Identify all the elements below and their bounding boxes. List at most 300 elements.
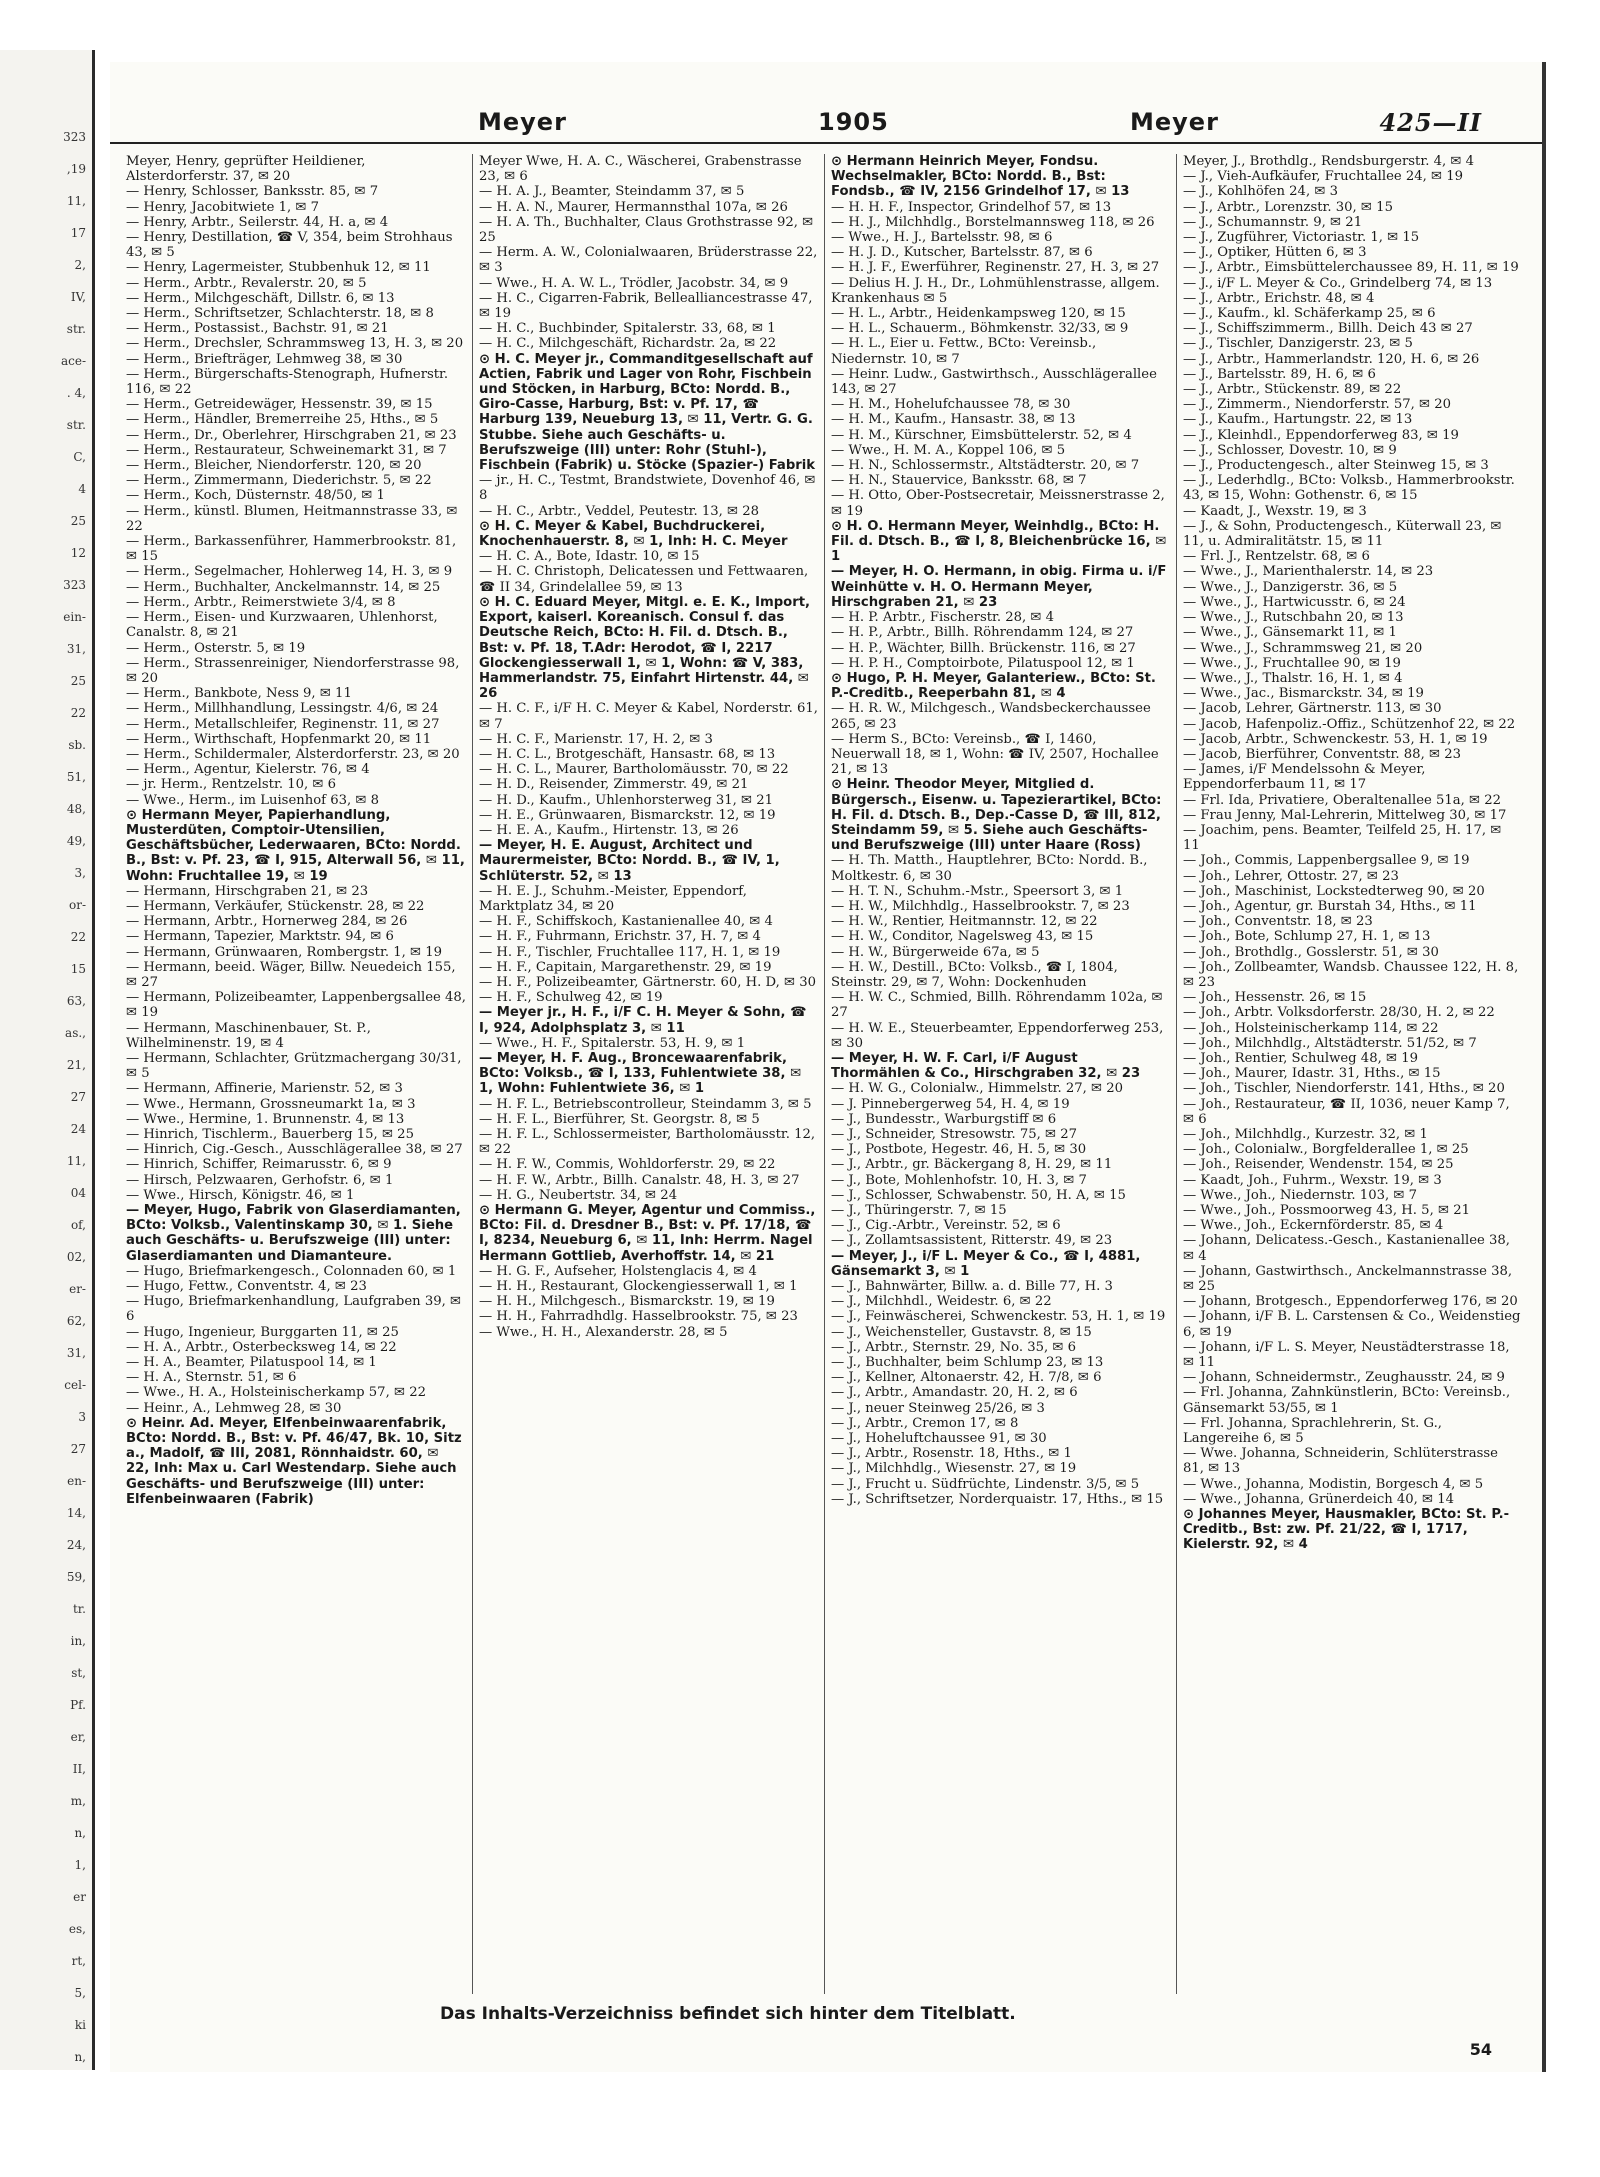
directory-entry: — H. L., Schauerm., Böhmkenstr. 32/33, ✉ 9 (831, 321, 1129, 337)
directory-entry: — H. W., Milchhdlg., Hasselbrookstr. 7, ✉ 23 (831, 898, 1130, 914)
directory-entry: — H. D., Reisender, Zimmerstr. 49, ✉ 21 (479, 777, 749, 793)
directory-entry: — Meyer jr., H. F., i/F C. H. Meyer & Sohn, ☎ I, 924, Adolphsplatz 3, ✉ 11 (479, 1005, 807, 1036)
directory-entry: — J., i/F L. Meyer & Co., Grindelberg 74, ✉ 13 (1183, 275, 1493, 291)
directory-entry: — Hermann, Verkäufer, Stückenstr. 28, ✉ 22 (126, 898, 425, 914)
directory-entry: — Herm., Schildermaler, Alsterdorferstr. 23, ✉ 20 (126, 746, 460, 762)
directory-entry: — H. F. L., Schlossermeister, Bartholomäusstr. 12, ✉ 22 (479, 1127, 816, 1158)
directory-entry: — James, i/F Mendelssohn & Meyer, Eppendorferbaum 11, ✉ 17 (1183, 762, 1426, 793)
directory-entry: — Jacob, Arbtr., Schwenckestr. 53, H. 1, ✉ 19 (1183, 731, 1488, 747)
directory-entry: — H. A. Th., Buchhalter, Claus Grothstrasse 92, ✉ 25 (479, 214, 814, 246)
directory-entry: — H. H. F., Inspector, Grindelhof 57, ✉ 13 (831, 199, 1112, 215)
directory-entry: — H. W., Destill., BCto: Volksb., ☎ I, 1804, Steinstr. 29, ✉ 7, Wohn: Dockenhuden (831, 959, 1118, 990)
margin-fragment: 31, (66, 1346, 86, 1360)
directory-entry: — Wwe., Hirsch, Königstr. 46, ✉ 1 (126, 1187, 355, 1203)
directory-entry: — Joh., Maschinist, Lockstedterweg 90, ✉ 20 (1183, 883, 1485, 899)
directory-entry: — Meyer, H. E. August, Architect und Maurermeister, BCto: Nordd. B., ☎ IV, 1, Schlüterstr. 52, ✉ 13 (479, 838, 780, 884)
directory-entry: — J., Vieh-Aufkäufer, Fruchtallee 24, ✉ 19 (1183, 169, 1464, 185)
directory-entry: — Heinr., A., Lehmweg 28, ✉ 30 (126, 1400, 342, 1416)
directory-entry: — Joh., Lehrer, Ottostr. 27, ✉ 23 (1183, 868, 1399, 884)
margin-fragment: 12 (70, 546, 86, 560)
directory-entry: — H. Otto, Ober-Postsecretair, Meissnerstrasse 2, ✉ 19 (831, 488, 1165, 519)
directory-entry: — H. W. G., Colonialw., Himmelstr. 27, ✉ 20 (831, 1081, 1124, 1097)
directory-entry: Meyer, Henry, geprüfter Heildiener, Alsterdorferstr. 37, ✉ 20 (126, 154, 366, 185)
directory-entry: — H. H., Fahrradhdlg. Hasselbrookstr. 75, ✉ 23 (479, 1309, 798, 1325)
directory-entry: — Hugo, Ingenieur, Burggarten 11, ✉ 25 (126, 1324, 399, 1340)
directory-entry: — Henry, Lagermeister, Stubbenhuk 12, ✉ 11 (126, 260, 431, 276)
directory-entry: — Hermann, Polizeibeamter, Lappenbergsallee 48, ✉ 19 (126, 990, 466, 1021)
directory-entry: — Herm., Agentur, Kielerstr. 76, ✉ 4 (126, 762, 370, 778)
directory-entry: — Joachim, pens. Beamter, Teilfeld 25, H. 17, ✉ 11 (1183, 822, 1502, 854)
directory-entry: — Herm S., BCto: Vereinsb., ☎ I, 1460, Neuerwall 18, ✉ 1, Wohn: ☎ IV, 2507, Hochallee 21, ✉ 13 (831, 731, 1159, 778)
directory-entry: — Herm., Bankbote, Ness 9, ✉ 11 (126, 686, 352, 702)
directory-entry: — Herm., künstl. Blumen, Heitmannstrasse 33, ✉ 22 (126, 503, 458, 534)
directory-entry: — H. G., Neubertstr. 34, ✉ 24 (479, 1187, 678, 1203)
margin-fragment: 24, (66, 1538, 86, 1552)
margin-fragment: 11, (66, 1154, 86, 1168)
directory-entry: — J., & Sohn, Productengesch., Küterwall 23, ✉ 11, u. Admiralitätstr. 15, ✉ 11 (1183, 518, 1502, 550)
directory-entry: — Joh., Brothdlg., Gosslerstr. 51, ✉ 30 (1183, 944, 1439, 960)
directory-entry: — H. A., Arbtr., Osterbecksweg 14, ✉ 22 (126, 1339, 397, 1355)
directory-entry: — H. C. F., Marienstr. 17, H. 2, ✉ 3 (479, 731, 713, 747)
directory-entry: — jr. Herm., Rentzelstr. 10, ✉ 6 (126, 777, 336, 793)
header-page-number: 425—II (1379, 108, 1482, 137)
directory-entry: — J., Schlosser, Dovestr. 10, ✉ 9 (1183, 442, 1397, 458)
directory-entry: — H. C. L., Brotgeschäft, Hansastr. 68, ✉ 13 (479, 746, 776, 762)
directory-entry: — Kaadt, Joh., Fuhrm., Wexstr. 19, ✉ 3 (1183, 1172, 1442, 1188)
directory-entry: — Delius H. J. H., Dr., Lohmühlenstrasse, allgem. Krankenhaus ✉ 5 (831, 275, 1160, 306)
margin-fragment: 323 (63, 578, 86, 592)
directory-entry: — jr., H. C., Testmt, Brandstwiete, Dovenhof 46, ✉ 8 (479, 473, 816, 504)
directory-entry: — Joh., Rentier, Schulweg 48, ✉ 19 (1183, 1050, 1418, 1066)
margin-fragment: ,19 (66, 162, 86, 176)
directory-entry: — J., Zollamtsassistent, Ritterstr. 49, ✉ 23 (831, 1233, 1113, 1249)
directory-entry: — Heinr. Ludw., Gastwirthsch., Ausschlägerallee 143, ✉ 27 (831, 366, 1157, 398)
directory-entry: ⊙ Hermann Meyer, Papierhandlung, Musterdüten, Comptoir-Utensilien, Geschäftsbücher, Lederwaaren, BCto: Nordd. B., Bst: v. Pf. 23, ☎ I, 915, Alterwall 56, ✉ 11, Wohn: Fruchtallee 19, ✉ 19 (126, 807, 465, 884)
margin-fragment: m, (70, 1794, 86, 1808)
directory-entry: — H. H., Milchgesch., Bismarckstr. 19, ✉ 19 (479, 1294, 775, 1310)
directory-entry: — Wwe., Joh., Eckernförderstr. 85, ✉ 4 (1183, 1218, 1444, 1234)
directory-entry: — Herm., Schriftsetzer, Schlachterstr. 18, ✉ 8 (126, 306, 434, 322)
directory-entry: — H. E., Grünwaaren, Bismarckstr. 12, ✉ 19 (479, 807, 776, 823)
directory-entry: — H. T. N., Schuhm.-Mstr., Speersort 3, ✉ 1 (831, 883, 1124, 899)
margin-fragment: IV, (70, 290, 86, 304)
directory-entry: — Herm., Wirthschaft, Hopfenmarkt 20, ✉ 11 (126, 731, 432, 747)
header-year: 1905 (818, 108, 889, 136)
directory-entry: — H. C., Cigarren-Fabrik, Bellealliancestrasse 47, ✉ 19 (479, 290, 813, 322)
directory-entry: — J., Arbtr., Erichstr. 48, ✉ 4 (1183, 290, 1375, 306)
directory-entry: — Meyer, H. W. F. Carl, i/F August Thormählen & Co., Hirschgraben 32, ✉ 23 (831, 1050, 1141, 1082)
directory-entry: — H. Th. Matth., Hauptlehrer, BCto: Nordd. B., Moltkestr. 6, ✉ 30 (831, 853, 1148, 884)
directory-entry: — Wwe., H. A., Holsteinischerkamp 57, ✉ 22 (126, 1385, 426, 1401)
directory-entry: — Herm., Koch, Düsternstr. 48/50, ✉ 1 (126, 488, 385, 504)
directory-entry: — H. A. J., Beamter, Steindamm 37, ✉ 5 (479, 184, 745, 200)
directory-entry: — J., Arbtr., Cremon 17, ✉ 8 (831, 1415, 1019, 1431)
directory-entry: — Wwe., J., Thalstr. 16, H. 1, ✉ 4 (1183, 670, 1403, 686)
margin-fragment: cel- (64, 1378, 86, 1392)
margin-fragment: 4 (78, 482, 86, 496)
margin-fragment: ace- (60, 354, 86, 368)
directory-entry: — Herm., Dr., Oberlehrer, Hirschgraben 21, ✉ 23 (126, 427, 457, 443)
column-3 (824, 154, 1176, 1994)
directory-entry: — H. E. A., Kaufm., Hirtenstr. 13, ✉ 26 (479, 822, 739, 838)
directory-entry: — Wwe., J., Rutschbahn 20, ✉ 13 (1183, 610, 1404, 626)
directory-entry: — Johann, Brotgesch., Eppendorferweg 176, ✉ 20 (1183, 1294, 1518, 1310)
directory-entry: — J., Bote, Mohlenhofstr. 10, H. 3, ✉ 7 (831, 1172, 1087, 1188)
directory-entry: — J., Postbote, Hegestr. 46, H. 5, ✉ 30 (831, 1142, 1087, 1158)
directory-entry: ⊙ Hugo, P. H. Meyer, Galanteriew., BCto: St. P.-Creditb., Reeperbahn 81, ✉ 4 (831, 670, 1156, 702)
directory-entry: — J., Arbtr., Amandastr. 20, H. 2, ✉ 6 (831, 1385, 1078, 1401)
directory-entry: — H. N., Stauervice, Banksstr. 68, ✉ 7 (831, 473, 1087, 489)
margin-fragment: 15 (70, 962, 86, 976)
directory-entry: ⊙ H. O. Hermann Meyer, Weinhdlg., BCto: H. Fil. d. Dtsch. B., ☎ I, 8, Bleichenbrücke 16, ✉ 1 (831, 518, 1167, 565)
directory-entry: — H. P., Arbtr., Billh. Röhrendamm 124, ✉ 27 (831, 625, 1134, 641)
margin-fragment: C, (73, 450, 86, 464)
directory-entry: — J. Pinnebergerweg 54, H. 4, ✉ 19 (831, 1096, 1070, 1112)
footer-note: Das Inhalts-Verzeichniss befindet sich hinter dem Titelblatt. (440, 2004, 1016, 2024)
directory-entry: ⊙ Heinr. Theodor Meyer, Mitglied d. Bürgersch., Eisenw. u. Tapezierartikel, BCto: H. Fil. d. Dtsch. B., Dep.-Casse D, ☎ III, 812, Steindamm 59, ✉ 5. Siehe auch Geschäfts- und Berufszweige (III) unter Haare (Ross) (831, 777, 1162, 854)
directory-entry: — Wwe., Johanna, Modistin, Borgesch 4, ✉ 5 (1183, 1476, 1484, 1492)
directory-entry: — Frau Jenny, Mal-Lehrerin, Mittelweg 30, ✉ 17 (1183, 807, 1507, 823)
directory-entry: — J., Optiker, Hütten 6, ✉ 3 (1183, 245, 1367, 261)
directory-entry: — Wwe. Johanna, Schneiderin, Schlüterstrasse 81, ✉ 13 (1183, 1446, 1498, 1477)
directory-entry: — Johann, i/F L. S. Meyer, Neustädterstrasse 18, ✉ 11 (1183, 1339, 1510, 1371)
margin-fragment: st, (71, 1666, 86, 1680)
directory-entry: — Joh., Milchhdlg., Altstädterstr. 51/52, ✉ 7 (1183, 1035, 1477, 1051)
directory-entry: — H. E. J., Schuhm.-Meister, Eppendorf, Marktplatz 34, ✉ 20 (479, 883, 747, 914)
directory-entry: — Joh., Restaurateur, ☎ II, 1036, neuer Kamp 7, ✉ 6 (1183, 1096, 1510, 1127)
directory-entry: — Wwe., Johanna, Grünerdeich 40, ✉ 14 (1183, 1491, 1455, 1507)
directory-entry: ⊙ Johannes Meyer, Hausmakler, BCto: St. P.-Creditb., Bst: zw. Pf. 21/22, ☎ I, 1717, Kielerstr. 92, ✉ 4 (1183, 1507, 1510, 1553)
directory-entry: — H. D., Kaufm., Uhlenhorsterweg 31, ✉ 21 (479, 792, 774, 808)
directory-entry: — Hermann, Maschinenbauer, St. P., Wilhelminenstr. 19, ✉ 4 (126, 1020, 371, 1051)
margin-fragment: 3, (74, 866, 86, 880)
directory-entry: — J., Buchhalter, beim Schlump 23, ✉ 13 (831, 1355, 1104, 1371)
directory-entry: — H. W., Rentier, Heitmannstr. 12, ✉ 22 (831, 914, 1098, 930)
margin-fragment: or- (68, 898, 86, 912)
column-1 (120, 154, 472, 1994)
directory-entry: — Hermann, Grünwaaren, Rombergstr. 1, ✉ 19 (126, 944, 443, 960)
directory-entry: — J., neuer Steinweg 25/26, ✉ 3 (831, 1400, 1045, 1416)
margin-fragment: in, (70, 1634, 86, 1648)
directory-entry: — J., Arbtr., Lorenzstr. 30, ✉ 15 (1183, 199, 1393, 215)
directory-entry: — H. W. E., Steuerbeamter, Eppendorferweg 253, ✉ 30 (831, 1020, 1164, 1051)
margin-fragment: 27 (70, 1442, 86, 1456)
directory-entry: — J., Arbtr., gr. Bäckergang 8, H. 29, ✉ 11 (831, 1157, 1113, 1173)
directory-entry: — H. N., Schlossermstr., Altstädterstr. 20, ✉ 7 (831, 458, 1140, 474)
directory-entry: — Henry, Destillation, ☎ V, 354, beim Strohhaus 43, ✉ 5 (126, 230, 453, 261)
margin-fragment: 02, (66, 1250, 86, 1264)
directory-entry: — Herm., Drechsler, Schrammsweg 13, H. 3, ✉ 20 (126, 336, 464, 352)
directory-entry: — Johann, Schneidermstr., Zeughausstr. 24, ✉ 9 (1183, 1370, 1505, 1386)
directory-entry: — Jacob, Bierführer, Conventstr. 88, ✉ 23 (1183, 746, 1461, 762)
directory-entry: — Wwe., Hermann, Grossneumarkt 1a, ✉ 3 (126, 1096, 416, 1112)
directory-entry: — Wwe., J., Danzigerstr. 36, ✉ 5 (1183, 579, 1398, 595)
directory-entry: — Herm., Postassist., Bachstr. 91, ✉ 21 (126, 321, 389, 337)
directory-entry: ⊙ Heinr. Ad. Meyer, Elfenbeinwaarenfabrik, BCto: Nordd. B., Bst: v. Pf. 46/47, Bk. 10, Sitz a., Madolf, ☎ III, 2081, Rönnhaidstr. 60, ✉ 22, Inh: Max u. Carl Westendarp. Siehe auch Geschäfts- und Berufszweige (III) unter: Elfenbeinwaaren (Fabrik) (126, 1415, 462, 1507)
directory-entry: — H. R. W., Milchgesch., Wandsbeckerchaussee 265, ✉ 23 (831, 701, 1151, 732)
margin-fragment: 04 (70, 1186, 86, 1200)
directory-entry: — Jacob, Lehrer, Gärtnerstr. 113, ✉ 30 (1183, 701, 1442, 717)
directory-entry: — Wwe., J., Gänsemarkt 11, ✉ 1 (1183, 625, 1397, 641)
directory-entry: — Hermann, Tapezier, Marktstr. 94, ✉ 6 (126, 929, 394, 945)
directory-entry: — H. J. F., Ewerführer, Reginenstr. 27, H. 3, ✉ 27 (831, 260, 1160, 276)
directory-entry: — H. A., Sternstr. 51, ✉ 6 (126, 1370, 297, 1386)
directory-entry: — Wwe., Jac., Bismarckstr. 34, ✉ 19 (1183, 686, 1424, 702)
directory-entry: — J., Kellner, Altonaerstr. 42, H. 7/8, ✉ 6 (831, 1370, 1102, 1386)
directory-entry: ⊙ H. C. Meyer jr., Commanditgesellschaft auf Actien, Fabrik und Lager von Rohr, Fischbein und Stöcken, in Harburg, BCto: Nordd. B., Giro-Casse, Harburg, Bst: v. Pf. 17, ☎ Harburg 139, Neueburg 13, ✉ 11, Vertr. G. G. Stubbe. Siehe auch Geschäfts- u. Berufszweige (III) unter: Rohr (Stuhl-), Fischbein (Fabrik) u. Stöcke (Spazier-) Fabrik (479, 351, 816, 474)
directory-entry: — Meyer, J., i/F L. Meyer & Co., ☎ I, 4881, Gänsemarkt 3, ✉ 1 (831, 1248, 1141, 1279)
directory-entry: — Joh., Zollbeamter, Wandsb. Chaussee 122, H. 8, ✉ 23 (1183, 959, 1519, 990)
directory-entry: — Herm., Segelmacher, Hohlerweg 14, H. 3, ✉ 9 (126, 564, 453, 580)
margin-fragment: 49, (66, 834, 86, 848)
directory-entry: ⊙ H. C. Eduard Meyer, Mitgl. e. E. K., Import, Export, kaiserl. Koreanisch. Consul f. das Deutsche Reich, BCto: H. Fil. d. Dtsch. B., Bst: v. Pf. 18, T.Adr: Herodot, ☎ I, 2217 Glockengiesserwall 1, ✉ 1, Wohn: ☎ V, 383, Hammerlandstr. 75, Einfahrt Hirtenstr. 44, ✉ 26 (479, 594, 811, 702)
directory-entry: — J., Arbtr., Stückenstr. 89, ✉ 22 (1183, 382, 1402, 398)
margin-fragment: 25 (70, 514, 86, 528)
margin-fragment: 17 (70, 226, 86, 240)
directory-entry: — J., Zugführer, Victoriastr. 1, ✉ 15 (1183, 230, 1420, 246)
margin-fragment: er, (70, 1730, 86, 1744)
directory-entry: — H. M., Hohelufchaussee 78, ✉ 30 (831, 397, 1071, 413)
margin-fragment: 5, (74, 1986, 86, 2000)
directory-entry: — Herm., Zimmermann, Diederichstr. 5, ✉ 22 (126, 473, 432, 489)
directory-entry: — Joh., Holsteinischerkamp 114, ✉ 22 (1183, 1020, 1439, 1036)
directory-entry: — H. F. W., Arbtr., Billh. Canalstr. 48, H. 3, ✉ 27 (479, 1172, 800, 1188)
directory-entry: — J., Kaufm., kl. Schäferkamp 25, ✉ 6 (1183, 306, 1436, 322)
directory-entry: Meyer Wwe, H. A. C., Wäscherei, Grabenstrasse 23, ✉ 6 (479, 154, 802, 185)
directory-entry: — Wwe., H. H., Alexanderstr. 28, ✉ 5 (479, 1324, 728, 1340)
column-4 (1176, 154, 1528, 1994)
margin-fragment: 11, (66, 194, 86, 208)
directory-entry: — Wwe., H. J., Bartelsstr. 98, ✉ 6 (831, 230, 1053, 246)
directory-entry: — H. G. F., Aufseher, Holstenglacis 4, ✉ 4 (479, 1263, 757, 1279)
directory-entry: — Meyer, H. O. Hermann, in obig. Firma u. i/F Weinhütte v. H. O. Hermann Meyer, Hirschgraben 21, ✉ 23 (831, 564, 1167, 610)
directory-entry: — Joh., Hessenstr. 26, ✉ 15 (1183, 990, 1367, 1006)
directory-entry: — J., Milchhdl., Weidestr. 6, ✉ 22 (831, 1294, 1052, 1310)
margin-fragment: sb. (68, 738, 86, 752)
directory-entry: — Joh., Conventstr. 18, ✉ 23 (1183, 914, 1373, 930)
margin-fragment: en- (67, 1474, 86, 1488)
directory-entry: — H. F., Polizeibeamter, Gärtnerstr. 60, H. D, ✉ 30 (479, 974, 817, 990)
margin-fragment: es, (68, 1922, 86, 1936)
directory-entry: — H. F., Capitain, Margarethenstr. 29, ✉ 19 (479, 959, 772, 975)
directory-entry: — J., Bartelsstr. 89, H. 6, ✉ 6 (1183, 366, 1376, 382)
directory-entry: — H. C. Christoph, Delicatessen und Fettwaaren, ☎ II 34, Grindelallee 59, ✉ 13 (479, 564, 809, 595)
directory-entry: — J., Schiffszimmerm., Billh. Deich 43 ✉ 27 (1183, 321, 1473, 337)
directory-entry: — Joh., Agentur, gr. Burstah 34, Hths., ✉ 11 (1183, 898, 1477, 914)
directory-entry: — J., Hoheluftchaussee 91, ✉ 30 (831, 1431, 1047, 1447)
directory-entry: — J., Schriftsetzer, Norderquaistr. 17, Hths., ✉ 15 (831, 1491, 1164, 1507)
directory-entry: — Joh., Bote, Schlump 27, H. 1, ✉ 13 (1183, 929, 1431, 945)
margin-fragment: 22 (70, 706, 86, 720)
directory-entry: ⊙ H. C. Meyer & Kabel, Buchdruckerei, Knochenhauerstr. 8, ✉ 1, Inh: H. C. Meyer (479, 518, 788, 550)
margin-fragment: 31, (66, 642, 86, 656)
directory-entry: — Hinrich, Schiffer, Reimarusstr. 6, ✉ 9 (126, 1157, 392, 1173)
margin-fragment: 25 (70, 674, 86, 688)
directory-entry: — Hermann, beeid. Wäger, Billw. Neuedeich 155, ✉ 27 (126, 959, 456, 990)
margin-fragment: 59, (66, 1570, 86, 1584)
directory-entry: — Herm., Strassenreiniger, Niendorferstrasse 98, ✉ 20 (126, 655, 460, 686)
margin-fragment: str. (66, 322, 86, 336)
directory-entry: — Herm., Milchgeschäft, Dillstr. 6, ✉ 13 (126, 290, 395, 306)
directory-entry: — J., Bundesstr., Warburgstiff ✉ 6 (831, 1111, 1057, 1127)
directory-entry: — H. C. L., Maurer, Bartholomäusstr. 70, ✉ 22 (479, 762, 789, 778)
margin-fragment: 2, (74, 258, 86, 272)
directory-entry: — H. C., Buchbinder, Spitalerstr. 33, 68, ✉ 1 (479, 321, 776, 337)
directory-entry: — Hermann, Schlachter, Grützmachergang 30/31, ✉ 5 (126, 1050, 462, 1082)
directory-entry: — H. F., Fuhrmann, Erichstr. 37, H. 7, ✉ 4 (479, 929, 761, 945)
directory-entry: — Frl. Ida, Privatiere, Oberaltenallee 51a, ✉ 22 (1183, 792, 1502, 808)
directory-entry: — Herm., Briefträger, Lehmweg 38, ✉ 30 (126, 351, 403, 367)
directory-entry: — H. F. L., Bierführer, St. Georgstr. 8, ✉ 5 (479, 1111, 760, 1127)
column-2 (472, 154, 824, 1994)
directory-entry: — Henry, Jacobitwiete 1, ✉ 7 (126, 199, 320, 215)
directory-entry: — J., Arbtr., Sternstr. 29, No. 35, ✉ 6 (831, 1339, 1077, 1355)
directory-entry: — J., Schlosser, Schwabenstr. 50, H. A, ✉ 15 (831, 1187, 1126, 1203)
directory-entry: — H. C., Arbtr., Veddel, Peutestr. 13, ✉ 28 (479, 503, 760, 519)
directory-entry: — Herm., Eisen- und Kurzwaaren, Uhlenhorst, Canalstr. 8, ✉ 21 (126, 610, 438, 641)
directory-entry: — Joh., Milchhdlg., Kurzestr. 32, ✉ 1 (1183, 1127, 1428, 1142)
header-left-name: Meyer (478, 108, 567, 136)
directory-entry: ⊙ Hermann Heinrich Meyer, Fondsu. Wechselmakler, BCto: Nordd. B., Bst: Fondsb., ☎ IV, 2156 Grindelhof 17, ✉ 13 (831, 154, 1130, 200)
directory-entry: — Hermann, Affinerie, Marienstr. 52, ✉ 3 (126, 1081, 403, 1097)
directory-entry: — J., Bahnwärter, Billw. a. d. Bille 77, H. 3 (831, 1279, 1113, 1295)
directory-entry: — H. J., Milchhdlg., Borstelmannsweg 118, ✉ 26 (831, 214, 1155, 230)
margin-fragment: II, (72, 1762, 86, 1776)
directory-entry: — Hinrich, Cig.-Gesch., Ausschlägerallee 38, ✉ 27 (126, 1142, 463, 1158)
directory-entry: — Herm., Händler, Bremerreihe 25, Hths., ✉ 5 (126, 412, 439, 428)
directory-entry: — Herm., Bürgerschafts-Stenograph, Hufnerstr. 116, ✉ 22 (126, 366, 449, 398)
directory-entry: — J., Zimmerm., Niendorferstr. 57, ✉ 20 (1183, 397, 1452, 413)
margin-fragment: . 4, (66, 386, 86, 400)
directory-entry: — Wwe., Joh., Possmoorweg 43, H. 5, ✉ 21 (1183, 1203, 1470, 1219)
directory-entry: — H. M., Kaufm., Hansastr. 38, ✉ 13 (831, 412, 1076, 428)
header-right-name: Meyer (1130, 108, 1219, 136)
directory-entry: — J., Schneider, Stresowstr. 75, ✉ 27 (831, 1127, 1078, 1142)
directory-entry: — Herm., Bleicher, Niendorferstr. 120, ✉ 20 (126, 458, 422, 474)
directory-entry: — Frl. Johanna, Sprachlehrerin, St. G., Langereihe 6, ✉ 5 (1183, 1415, 1442, 1447)
directory-entry: — H. P. H., Comptoirbote, Pilatuspool 12, ✉ 1 (831, 655, 1135, 671)
directory-entry: — J., Tischler, Danzigerstr. 23, ✉ 5 (1183, 336, 1413, 352)
directory-entry: — H. M., Kürschner, Eimsbüttelerstr. 52, ✉ 4 (831, 427, 1132, 443)
directory-entry: — Wwe., Hermine, 1. Brunnenstr. 4, ✉ 13 (126, 1111, 405, 1127)
directory-entry: — Joh., Reisender, Wendenstr. 154, ✉ 25 (1183, 1157, 1454, 1173)
directory-columns (120, 154, 1530, 1994)
directory-entry: — J., Arbtr., Rosenstr. 18, Hths., ✉ 1 (831, 1446, 1072, 1462)
directory-entry: — H. F. L., Betriebscontrolleur, Steindamm 3, ✉ 5 (479, 1096, 812, 1112)
page-number: 54 (1469, 2040, 1492, 2059)
margin-fragment: str. (66, 418, 86, 432)
directory-entry: — H. F., Schiffskoch, Kastanienallee 40, ✉ 4 (479, 914, 773, 930)
directory-entry: — Joh., Commis, Lappenbergsallee 9, ✉ 19 (1183, 853, 1470, 869)
directory-entry: — J., Kaufm., Hartungstr. 22, ✉ 13 (1183, 412, 1413, 428)
directory-entry: — J., Feinwäscherei, Schwenckestr. 53, H. 1, ✉ 19 (831, 1309, 1166, 1325)
margin-fragment: 14, (66, 1506, 86, 1520)
directory-entry: — H. F., Tischler, Fruchtallee 117, H. 1, ✉ 19 (479, 944, 781, 960)
directory-entry: — J., Weichensteller, Gustavstr. 8, ✉ 15 (831, 1324, 1092, 1340)
margin-fragment: as., (65, 1026, 86, 1040)
directory-entry: — Herm., Arbtr., Revalerstr. 20, ✉ 5 (126, 275, 367, 291)
directory-entry: — J., Milchhdlg., Wiesenstr. 27, ✉ 19 (831, 1461, 1077, 1477)
directory-entry: Meyer, J., Brothdlg., Rendsburgerstr. 4, ✉ 4 (1183, 154, 1474, 169)
directory-entry: — J., Productengesch., alter Steinweg 15, ✉ 3 (1183, 458, 1489, 474)
directory-entry: — J., Arbtr., Hammerlandstr. 120, H. 6, ✉ 26 (1183, 351, 1480, 367)
margin-fragment: 21, (66, 1058, 86, 1072)
margin-fragment: Pf. (70, 1698, 86, 1712)
margin-fragment: 1, (74, 1858, 86, 1872)
directory-entry: — H. L., Eier u. Fettw., BCto: Vereinsb., Niedernstr. 10, ✉ 7 (831, 336, 1097, 367)
directory-entry: — Hirsch, Pelzwaaren, Gerhofstr. 6, ✉ 1 (126, 1172, 394, 1188)
directory-entry: — Jacob, Hafenpoliz.-Offiz., Schützenhof 22, ✉ 22 (1183, 716, 1516, 732)
directory-entry: — Herm., Barkassenführer, Hammerbrookstr. 81, ✉ 15 (126, 534, 457, 565)
margin-fragment: ein- (63, 610, 86, 624)
directory-entry: — Johann, i/F B. L. Carstensen & Co., Weidenstieg 6, ✉ 19 (1183, 1309, 1521, 1340)
margin-fragment: er (73, 1890, 86, 1904)
directory-entry: — Hinrich, Tischlerm., Bauerberg 15, ✉ 25 (126, 1127, 414, 1142)
directory-entry: — H. A. N., Maurer, Hermannsthal 107a, ✉ 26 (479, 199, 788, 215)
directory-entry: — J., Arbtr., Eimsbüttelerchaussee 89, H. 11, ✉ 19 (1183, 260, 1519, 276)
directory-entry: — J., Frucht u. Südfrüchte, Lindenstr. 3/5, ✉ 5 (831, 1476, 1140, 1492)
directory-entry: — J., Schumannstr. 9, ✉ 21 (1183, 214, 1363, 230)
directory-entry: — H. F. W., Commis, Wohldorferstr. 29, ✉ 22 (479, 1157, 776, 1173)
directory-entry: — H. C. A., Bote, Idastr. 10, ✉ 15 (479, 549, 700, 565)
directory-entry: — Meyer, Hugo, Fabrik von Glaserdiamanten, BCto: Volksb., Valentinskamp 30, ✉ 1. Siehe auch Geschäfts- u. Berufszweige (III) unter: Glaserdiamanten und Diamanteure. (126, 1203, 461, 1264)
directory-entry: — Hugo, Briefmarkengesch., Colonnaden 60, ✉ 1 (126, 1263, 457, 1279)
directory-entry: — Herm., Getreidewäger, Hessenstr. 39, ✉ 15 (126, 397, 433, 413)
margin-fragment: 62, (66, 1314, 86, 1328)
directory-entry: — H. P. Arbtr., Fischerstr. 28, ✉ 4 (831, 610, 1055, 626)
margin-fragment: 27 (70, 1090, 86, 1104)
margin-fragment: 3 (78, 1410, 86, 1424)
directory-entry: — Kaadt, J., Wexstr. 19, ✉ 3 (1183, 503, 1367, 519)
directory-entry: — Johann, Gastwirthsch., Anckelmannstrasse 38, ✉ 25 (1183, 1263, 1513, 1295)
directory-entry: — Hugo, Fettw., Conventstr. 4, ✉ 23 (126, 1279, 367, 1295)
directory-entry: — Johann, Delicatess.-Gesch., Kastanienallee 38, ✉ 4 (1183, 1233, 1510, 1264)
margin-fragment: ki (74, 2018, 86, 2032)
directory-entry: — Wwe., J., Fruchtallee 90, ✉ 19 (1183, 655, 1401, 671)
margin-fragment: 63, (66, 994, 86, 1008)
margin-fragment: 48, (66, 802, 86, 816)
directory-entry: — Frl. J., Rentzelstr. 68, ✉ 6 (1183, 549, 1370, 565)
directory-entry: — Herm., Arbtr., Reimerstwiete 3/4, ✉ 8 (126, 594, 396, 610)
directory-entry: — Joh., Tischler, Niendorferstr. 141, Hths., ✉ 20 (1183, 1081, 1505, 1097)
directory-entry: — H. W. C., Schmied, Billh. Röhrendamm 102a, ✉ 27 (831, 990, 1163, 1021)
margin-fragment: er- (69, 1282, 86, 1296)
directory-entry: — H. W., Bürgerweide 67a, ✉ 5 (831, 944, 1040, 960)
directory-entry: — H. C., Milchgeschäft, Richardstr. 2a, ✉ 22 (479, 336, 777, 352)
margin-fragment: 323 (63, 130, 86, 144)
directory-entry: — Wwe., H. M. A., Koppel 106, ✉ 5 (831, 442, 1066, 458)
directory-entry: — Herm., Metallschleifer, Reginenstr. 11, ✉ 27 (126, 716, 440, 732)
directory-entry: — Henry, Arbtr., Seilerstr. 44, H. a, ✉ 4 (126, 214, 389, 230)
directory-entry: — H. C. F., i/F H. C. Meyer & Kabel, Norderstr. 61, ✉ 7 (479, 701, 818, 732)
directory-entry: — Wwe., J., Schrammsweg 21, ✉ 20 (1183, 640, 1423, 656)
directory-entry: — J., Thüringerstr. 7, ✉ 15 (831, 1203, 1007, 1219)
directory-entry: — Joh., Arbtr. Volksdorferstr. 28/30, H. 2, ✉ 22 (1183, 1005, 1495, 1021)
directory-entry: — Wwe., H. F., Spitalerstr. 53, H. 9, ✉ 1 (479, 1035, 746, 1051)
directory-entry: — Wwe., Joh., Niedernstr. 103, ✉ 7 (1183, 1187, 1417, 1203)
directory-entry: — H. H., Restaurant, Glockengiesserwall 1, ✉ 1 (479, 1279, 798, 1295)
directory-entry: — Henry, Schlosser, Banksstr. 85, ✉ 7 (126, 184, 379, 200)
directory-entry: — Wwe., J., Hartwicusstr. 6, ✉ 24 (1183, 594, 1406, 610)
directory-entry: — Wwe., Herm., im Luisenhof 63, ✉ 8 (126, 792, 380, 808)
directory-entry: — Joh., Maurer, Idastr. 31, Hths., ✉ 15 (1183, 1066, 1441, 1082)
directory-entry: — Hermann, Hirschgraben 21, ✉ 23 (126, 883, 369, 899)
margin-fragment: 22 (70, 930, 86, 944)
previous-page-edge (0, 50, 95, 2070)
directory-entry: — H. F., Schulweg 42, ✉ 19 (479, 990, 663, 1006)
directory-entry: — H. P., Wächter, Billh. Brückenstr. 116, ✉ 27 (831, 640, 1136, 656)
margin-fragment: 24 (70, 1122, 86, 1136)
